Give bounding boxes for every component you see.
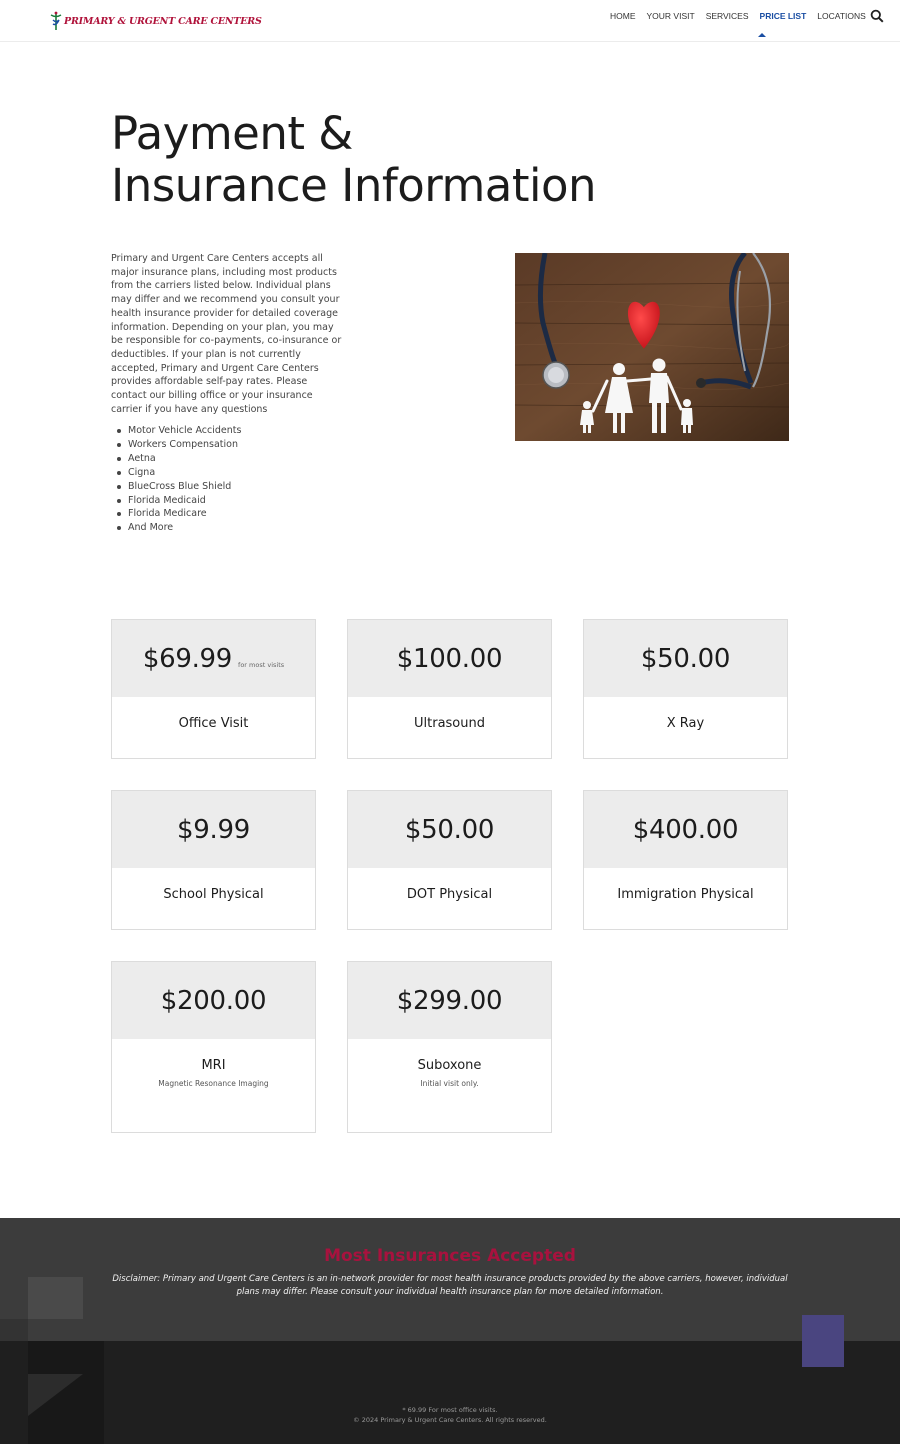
price-card-header xyxy=(584,620,787,697)
insurance-item: BlueCross Blue Shield xyxy=(111,480,345,494)
service-name: School Physical xyxy=(163,887,264,902)
footer-heading: Most Insurances Accepted xyxy=(324,1246,576,1266)
decorative-square xyxy=(0,1319,28,1341)
price-card-header xyxy=(112,620,315,697)
page-title-line-1: Payment & xyxy=(111,107,353,160)
footer-footnote xyxy=(0,1406,900,1425)
decorative-square xyxy=(802,1315,844,1367)
copyright-text: © 2024 Primary & Urgent Care Centers. All rights reserved. xyxy=(353,1415,547,1424)
main-nav xyxy=(610,11,877,21)
insurance-item: Aetna xyxy=(111,452,345,466)
insurance-item: Cigna xyxy=(111,466,345,480)
service-name: Ultrasound xyxy=(414,716,485,731)
insurance-item: Florida Medicare xyxy=(111,507,345,521)
search-icon[interactable] xyxy=(870,9,884,23)
service-name: MRI xyxy=(201,1058,226,1073)
footnote-line: * 69.99 For most office visits. xyxy=(402,1406,498,1414)
insurance-item: Florida Medicaid xyxy=(111,494,345,508)
insurance-list xyxy=(111,424,345,535)
price-card-header xyxy=(584,791,787,868)
price-card-header xyxy=(348,620,551,697)
footer-disclaimer: Disclaimer: Primary and Urgent Care Centers is an in-network provider for most health insurance products provided by the above carriers, however, individual plans may differ. Please consult your individual health insurance plan for more detailed information. xyxy=(112,1274,788,1297)
price-card-header xyxy=(348,962,551,1039)
price-value: $9.99 xyxy=(177,814,250,845)
service-name: Immigration Physical xyxy=(617,887,754,902)
price-value: $100.00 xyxy=(396,643,503,674)
price-note: for most visits xyxy=(238,660,285,669)
service-name: DOT Physical xyxy=(406,887,493,902)
service-name: Suboxone xyxy=(417,1058,482,1073)
price-card-suboxone xyxy=(347,961,552,1133)
price-card-immigration-physical xyxy=(583,790,788,930)
price-value: $400.00 xyxy=(632,814,739,845)
price-card-header xyxy=(112,962,315,1039)
page-title-line-2: Insurance Information xyxy=(111,159,597,212)
family-heart-stethoscope-image xyxy=(515,253,789,441)
price-card-mri xyxy=(111,961,316,1133)
price-value: $50.00 xyxy=(640,643,731,674)
logo-text: PRIMARY & URGENT CARE CENTERS xyxy=(64,15,262,27)
decorative-square xyxy=(28,1277,83,1319)
service-subtitle: Magnetic Resonance Imaging xyxy=(158,1079,269,1088)
price-value: $200.00 xyxy=(160,985,267,1016)
price-card-dot-physical xyxy=(347,790,552,930)
nav-price-list[interactable]: PRICE LIST xyxy=(759,11,807,21)
nav-your-visit[interactable]: YOUR VISIT xyxy=(646,11,695,21)
insurance-item: Motor Vehicle Accidents xyxy=(111,424,345,438)
price-card-header xyxy=(112,791,315,868)
active-nav-indicator xyxy=(758,33,766,37)
insurance-intro-text: Primary and Urgent Care Centers accepts all major insurance plans, including most products from the carriers listed below. Individual plans may differ and we recommend you consult your health insurance provider for detailed coverage information. Depending on your plan, you may be responsible for co-payments, co-insurance or deductibles. If your plan is not currently accepted, Primary and Urgent Care Centers provides affordable self-pay rates. Please contact our billing office or your insurance carrier if you have any questions xyxy=(111,253,342,415)
service-name: X Ray xyxy=(666,716,705,731)
site-header xyxy=(0,0,900,42)
price-card-ultrasound xyxy=(347,619,552,759)
price-card-header xyxy=(348,791,551,868)
price-value: $69.99 xyxy=(142,643,233,674)
price-card-office-visit xyxy=(111,619,316,759)
site-logo[interactable] xyxy=(50,10,262,32)
nav-home[interactable]: HOME xyxy=(610,11,636,21)
page-title xyxy=(111,108,711,212)
insurance-item: Workers Compensation xyxy=(111,438,345,452)
service-subtitle: Initial visit only. xyxy=(420,1079,479,1088)
insurance-item: And More xyxy=(111,521,345,535)
nav-services[interactable]: SERVICES xyxy=(705,11,749,21)
footer-bottom xyxy=(0,1341,900,1444)
caduceus-logo-icon xyxy=(50,11,62,31)
price-card-x-ray xyxy=(583,619,788,759)
price-value: $299.00 xyxy=(396,985,503,1016)
service-name: Office Visit xyxy=(178,716,249,731)
nav-locations[interactable]: LOCATIONS xyxy=(817,11,866,21)
price-card-school-physical xyxy=(111,790,316,930)
price-value: $50.00 xyxy=(404,814,495,845)
